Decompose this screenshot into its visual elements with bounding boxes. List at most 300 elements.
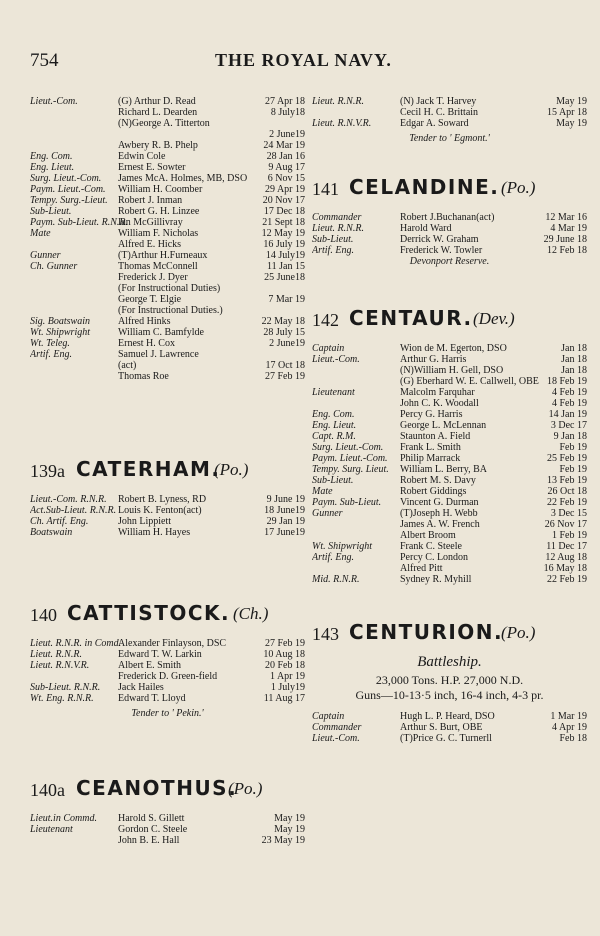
officer-row — [30, 272, 305, 283]
rank-label: Lieut. R.N.V.R. — [312, 118, 372, 129]
officer-name: Albert E. Smith — [118, 660, 182, 671]
officer-row — [30, 649, 305, 660]
ship-name: CENTURION. — [349, 620, 504, 644]
seniority-date: 17 Dec 18 — [263, 206, 305, 217]
officer-name: George T. Elgie — [118, 294, 182, 305]
officer-name: Derrick W. Graham — [400, 234, 479, 245]
rank-label: Eng. Com. — [30, 151, 73, 162]
officer-row — [30, 250, 305, 261]
officer-name: Robert J. Inman — [118, 195, 183, 206]
seniority-date: 4 Apr 19 — [552, 722, 587, 733]
seniority-date: 9 June 19 — [266, 494, 305, 505]
officer-row — [30, 527, 305, 538]
seniority-date: 27 Feb 19 — [265, 638, 305, 649]
seniority-date: 4 Mar 19 — [550, 223, 587, 234]
officer-name: Robert M. S. Davy — [400, 475, 476, 486]
officer-name: (N)William H. Gell, DSO — [400, 365, 504, 376]
seniority-date: 15 Apr 18 — [547, 107, 587, 118]
seniority-date: 23 May 19 — [261, 835, 305, 846]
ship-heading — [30, 456, 305, 494]
rank-label: Mid. R.N.R. — [312, 574, 360, 585]
seniority-date: 28 Jan 16 — [266, 151, 305, 162]
rank-label: Tempy. Surg.-Lieut. — [30, 195, 108, 206]
seniority-date: Jan 18 — [561, 354, 587, 365]
officer-name: (G) Eberhard W. E. Callwell, OBE — [400, 376, 539, 387]
officer-row — [30, 316, 305, 327]
reserve-note: Devonport Reserve. — [409, 256, 490, 267]
officer-name: (act) — [118, 360, 137, 371]
officer-row — [312, 453, 587, 464]
officer-row — [30, 96, 305, 107]
rank-label: Sub-Lieut. R.N.R. — [30, 682, 101, 693]
rank-label: Capt. R.M. — [312, 431, 356, 442]
seniority-date: 17 Oct 18 — [265, 360, 305, 371]
seniority-date: 29 June 18 — [543, 234, 587, 245]
home-port: (Ch.) — [233, 604, 269, 623]
seniority-date: 1 July19 — [270, 682, 305, 693]
rank-label: Act.Sub-Lieut. R.N.R. — [30, 505, 117, 516]
officer-name: Albert Broom — [400, 530, 456, 541]
ship-heading — [312, 619, 587, 657]
seniority-date: May 19 — [274, 824, 305, 835]
officer-name: Ernest E. Sowter — [118, 162, 186, 173]
officer-name: Richard L. Dearden — [118, 107, 198, 118]
officer-row — [312, 464, 587, 475]
seniority-date: 24 Mar 19 — [263, 140, 305, 151]
officer-row — [312, 96, 587, 107]
ship-number: 142 — [312, 310, 339, 330]
rank-label: Artif. Eng. — [312, 245, 354, 256]
officer-name: Edgar A. Soward — [400, 118, 469, 129]
rank-label: Artif. Eng. — [30, 349, 72, 360]
seniority-date: 22 Feb 19 — [547, 574, 587, 585]
seniority-date: 20 Nov 17 — [262, 195, 305, 206]
officer-row — [30, 294, 305, 305]
officer-name: Wion de M. Egerton, DSO — [400, 343, 507, 354]
officer-row — [312, 475, 587, 486]
officer-row — [312, 245, 587, 256]
rank-label: Wt. Shipwright — [312, 541, 373, 552]
rank-label: Lieut. R.N.R. — [30, 649, 82, 660]
officer-row — [30, 129, 305, 140]
ship-number: 143 — [312, 624, 339, 644]
rank-label: Sub-Lieut. — [30, 206, 72, 217]
officer-row — [30, 671, 305, 682]
officer-name: Samuel J. Lawrence — [118, 349, 199, 360]
officer-name: Frank L. Smith — [400, 442, 461, 453]
rank-label: Lieut.-Com. — [312, 733, 360, 744]
officer-name: (For Instructional Duties.) — [118, 305, 223, 316]
ship-number: 140a — [30, 780, 65, 800]
officer-name: Frederick J. Dyer — [118, 272, 188, 283]
seniority-date: 6 Nov 15 — [267, 173, 305, 184]
officer-row — [312, 212, 587, 223]
rank-label: Mate — [30, 228, 51, 239]
officer-name: Jack Hailes — [118, 682, 164, 693]
spacer — [312, 585, 587, 605]
officer-row — [312, 431, 587, 442]
officer-name: Arthur G. Harris — [400, 354, 467, 365]
officer-row — [30, 305, 305, 316]
officer-row — [312, 376, 587, 387]
seniority-date: 3 Dec 15 — [550, 508, 587, 519]
spacer — [30, 721, 305, 761]
seniority-date: 9 Aug 17 — [268, 162, 305, 173]
officer-name: Robert B. Lyness, RD — [118, 494, 207, 505]
seniority-date: 4 Feb 19 — [552, 398, 587, 409]
page-header — [0, 48, 600, 76]
officer-row — [30, 638, 305, 649]
rank-label: Wt. Shipwright — [30, 327, 91, 338]
home-port: (Po.) — [228, 779, 263, 798]
officer-name: (For Instructional Duties) — [118, 283, 221, 294]
officer-name: Cecil H. C. Brittain — [400, 107, 479, 118]
spacer — [30, 382, 305, 442]
officer-row — [30, 360, 305, 371]
seniority-date: 26 Oct 18 — [547, 486, 587, 497]
officer-row — [312, 343, 587, 354]
rank-label: Paym. Lieut.-Com. — [312, 453, 388, 464]
seniority-date: 25 Feb 19 — [547, 453, 587, 464]
rank-label: Lieutenant — [30, 824, 73, 835]
seniority-date: 8 July18 — [270, 107, 305, 118]
seniority-date: 16 May 18 — [543, 563, 587, 574]
seniority-date: 11 Jan 15 — [267, 261, 305, 272]
officer-name: Louis K. Fenton(act) — [118, 505, 202, 516]
officer-name: Percy C. London — [400, 552, 469, 563]
ship-number: 139a — [30, 461, 65, 481]
rank-label: Gunner — [312, 508, 343, 519]
officer-name: John B. E. Hall — [118, 835, 180, 846]
seniority-date: 29 Apr 19 — [265, 184, 305, 195]
rank-label: Ch. Artif. Eng. — [30, 516, 89, 527]
ship-number: 140 — [30, 605, 57, 625]
officer-name: Ernest H. Cox — [118, 338, 175, 349]
ship-heading — [312, 305, 587, 343]
officer-name: (T)Arthur H.Furneaux — [118, 250, 208, 261]
rank-label: Lieut. R.N.R. in Comd. — [30, 638, 122, 649]
officer-row — [30, 195, 305, 206]
rank-label: Ch. Gunner — [30, 261, 78, 272]
rank-label: Tempy. Surg. Lieut. — [312, 464, 389, 475]
officer-name: Thomas Roe — [118, 371, 169, 382]
seniority-date: 14 Jan 19 — [548, 409, 587, 420]
rank-label: Lieut.-Com. R.N.R. — [30, 494, 107, 505]
seniority-date: 29 Jan 19 — [266, 516, 305, 527]
officer-name: Frank C. Steele — [400, 541, 462, 552]
rank-label: Lieut.-Com. — [312, 354, 360, 365]
rank-label: Wt. Eng. R.N.R. — [30, 693, 94, 704]
home-port: (Po.) — [501, 623, 536, 642]
seniority-date: 1 Feb 19 — [552, 530, 587, 541]
ship-name: CATERHAM. — [76, 457, 221, 481]
tender-note: Tender to ' Egmont.' — [409, 133, 490, 144]
seniority-date: 28 July 15 — [263, 327, 305, 338]
ship-heading — [312, 174, 587, 212]
seniority-date: 12 Mar 16 — [545, 212, 587, 223]
ship-number: 141 — [312, 179, 339, 199]
rank-label: Eng. Com. — [312, 409, 355, 420]
seniority-date: 20 Feb 18 — [265, 660, 305, 671]
officer-row — [30, 371, 305, 382]
seniority-date: Feb 19 — [559, 442, 587, 453]
officer-row — [312, 398, 587, 409]
officer-row — [30, 338, 305, 349]
rank-label: Gunner — [30, 250, 61, 261]
ship-heading — [30, 600, 305, 638]
rank-label: Sig. Boatswain — [30, 316, 91, 327]
page-number: 754 — [30, 50, 59, 71]
home-port: (Po.) — [214, 460, 249, 479]
officer-name: William H. Hayes — [118, 527, 191, 538]
officer-name: Ian McGillivray — [118, 217, 183, 228]
officer-row — [30, 660, 305, 671]
officer-row — [30, 682, 305, 693]
officer-name: Awbery R. B. Phelp — [118, 140, 198, 151]
officer-name: Alexander Finlayson, DSC — [118, 638, 227, 649]
rank-label: Captain — [312, 711, 345, 722]
officer-row — [312, 420, 587, 431]
running-title: THE ROYAL NAVY. — [215, 50, 392, 70]
officer-name: Gordon C. Steele — [118, 824, 188, 835]
rank-label: Eng. Lieut. — [30, 162, 75, 173]
officer-name: Vincent G. Durman — [400, 497, 479, 508]
officer-row — [312, 234, 587, 245]
officer-name: Harold S. Gillett — [118, 813, 185, 824]
officer-name: Percy G. Harris — [400, 409, 463, 420]
officer-row — [312, 722, 587, 733]
seniority-date: Feb 18 — [559, 733, 587, 744]
officer-name: (N)George A. Titterton — [118, 118, 210, 129]
rank-label: Commander — [312, 722, 362, 733]
officer-row — [312, 365, 587, 376]
officer-name: Arthur S. Burt, OBE — [400, 722, 483, 733]
officer-row — [30, 107, 305, 118]
officer-row — [312, 442, 587, 453]
officer-name: Philip Marrack — [400, 453, 461, 464]
officer-name: Edwin Cole — [118, 151, 166, 162]
officer-row — [30, 206, 305, 217]
seniority-date: 18 June19 — [264, 505, 305, 516]
rank-label: Paym. Sub-Lieut. — [312, 497, 382, 508]
rank-label: Eng. Lieut. — [312, 420, 357, 431]
seniority-date: 11 Dec 17 — [546, 541, 587, 552]
officer-name: Robert J.Buchanan(act) — [400, 212, 495, 223]
rank-label: Lieut.in Commd. — [30, 813, 97, 824]
officer-row — [312, 530, 587, 541]
officer-name: John C. K. Woodall — [400, 398, 479, 409]
officer-row — [312, 508, 587, 519]
officer-row — [30, 494, 305, 505]
seniority-date: Jan 18 — [561, 365, 587, 376]
rank-label: Paym. Sub-Lieut. R.N.R. — [30, 217, 129, 228]
officer-row — [30, 162, 305, 173]
seniority-date: Feb 19 — [559, 464, 587, 475]
seniority-date: 3 Dec 17 — [550, 420, 587, 431]
seniority-date: 12 May 19 — [261, 228, 305, 239]
rank-label: Lieutenant — [312, 387, 355, 398]
officer-row — [312, 574, 587, 585]
seniority-date: 12 Aug 18 — [545, 552, 587, 563]
officer-row — [312, 552, 587, 563]
seniority-date: 9 Jan 18 — [553, 431, 587, 442]
seniority-date: 16 July 19 — [263, 239, 305, 250]
officer-row — [30, 118, 305, 129]
officer-name: Frederick D. Green-field — [118, 671, 218, 682]
officer-row — [30, 516, 305, 527]
ship-name: CENTAUR. — [349, 306, 473, 330]
seniority-date: 13 Feb 19 — [547, 475, 587, 486]
officer-name: William F. Nicholas — [118, 228, 199, 239]
officer-name: James A. W. French — [400, 519, 480, 530]
officer-row — [312, 497, 587, 508]
officer-name: John Lippiett — [118, 516, 172, 527]
rank-label: Mate — [312, 486, 333, 497]
officer-name: Staunton A. Field — [400, 431, 471, 442]
ship-class: Battleship. — [417, 654, 482, 670]
rank-label: Lieut. R.N.R. — [312, 223, 364, 234]
ship-name: CATTISTOCK. — [67, 601, 231, 625]
officer-row — [30, 505, 305, 516]
seniority-date: 27 Feb 19 — [265, 371, 305, 382]
officer-row — [30, 327, 305, 338]
officer-name: Frederick W. Towler — [400, 245, 483, 256]
officer-row — [312, 541, 587, 552]
spacer — [312, 146, 587, 160]
officer-row — [30, 261, 305, 272]
officer-row — [30, 228, 305, 239]
rank-label: Surg. Lieut.-Com. — [312, 442, 384, 453]
rank-label: Lieut. R.N.R. — [312, 96, 364, 107]
officer-name: (N) Jack T. Harvey — [400, 96, 477, 107]
seniority-date: 14 July19 — [265, 250, 305, 261]
ship-name: CELANDINE. — [349, 175, 500, 199]
officer-row — [312, 409, 587, 420]
officer-row — [312, 711, 587, 722]
officer-row — [30, 349, 305, 360]
spacer — [30, 538, 305, 586]
home-port: (Po.) — [501, 178, 536, 197]
ship-specs: Guns—10-13·5 inch, 16-4 inch, 4-3 pr. — [355, 688, 544, 702]
seniority-date: 26 Nov 17 — [544, 519, 587, 530]
officer-name: Malcolm Farquhar — [400, 387, 475, 398]
officer-row — [312, 733, 587, 744]
rank-label: Artif. Eng. — [312, 552, 354, 563]
seniority-date: 18 Feb 19 — [547, 376, 587, 387]
seniority-date: 25 June18 — [264, 272, 305, 283]
seniority-date: 17 June19 — [264, 527, 305, 538]
officer-row — [30, 140, 305, 151]
officer-name: Alfred Pitt — [400, 563, 443, 574]
seniority-date: 21 Sept 18 — [262, 217, 305, 228]
seniority-date: 22 May 18 — [261, 316, 305, 327]
seniority-date: 4 Feb 19 — [552, 387, 587, 398]
seniority-date: 22 Feb 19 — [547, 497, 587, 508]
home-port: (Dev.) — [473, 309, 515, 328]
rank-label: Boatswain — [30, 527, 73, 538]
seniority-date: May 19 — [274, 813, 305, 824]
officer-row — [312, 354, 587, 365]
officer-name: Harold Ward — [400, 223, 452, 234]
officer-name: William L. Berry, BA — [400, 464, 487, 475]
officer-name: (G) Arthur D. Read — [118, 96, 196, 107]
rank-label: Surg. Lieut.-Com. — [30, 173, 102, 184]
officer-row — [30, 824, 305, 835]
ship-specs: 23,000 Tons. H.P. 27,000 N.D. — [375, 673, 524, 687]
officer-name: Sydney R. Myhill — [400, 574, 472, 585]
ship-name: CEANOTHUS. — [76, 776, 238, 800]
officer-name: Edward T. W. Larkin — [118, 649, 202, 660]
officer-row — [312, 519, 587, 530]
rank-label: Lieut. R.N.V.R. — [30, 660, 90, 671]
officer-row — [312, 486, 587, 497]
officer-row — [30, 184, 305, 195]
seniority-date: May 19 — [556, 118, 587, 129]
rank-label: Commander — [312, 212, 362, 223]
rank-label: Lieut.-Com. — [30, 96, 78, 107]
officer-name: Hugh L. P. Heard, DSO — [400, 711, 495, 722]
seniority-date: 27 Apr 18 — [265, 96, 305, 107]
seniority-date: 7 Mar 19 — [268, 294, 305, 305]
seniority-date: 11 Aug 17 — [263, 693, 305, 704]
officer-row — [30, 151, 305, 162]
officer-row — [30, 283, 305, 294]
officer-row — [30, 813, 305, 824]
seniority-date: 10 Aug 18 — [263, 649, 305, 660]
officer-name: Thomas McConnell — [118, 261, 198, 272]
seniority-date: May 19 — [556, 96, 587, 107]
seniority-date: 12 Feb 18 — [547, 245, 587, 256]
officer-name: James McA. Holmes, MB, DSO — [118, 173, 248, 184]
seniority-date: Jan 18 — [561, 343, 587, 354]
rank-label: Sub-Lieut. — [312, 234, 354, 245]
rank-label: Captain — [312, 343, 345, 354]
officer-row — [30, 217, 305, 228]
officer-name: Alfred E. Hicks — [118, 239, 182, 250]
officer-name: Robert G. H. Linzee — [118, 206, 200, 217]
officer-row — [312, 387, 587, 398]
officer-name: Alfred Hinks — [118, 316, 171, 327]
officer-row — [312, 223, 587, 234]
tender-note: Tender to ' Pekin.' — [131, 708, 204, 719]
ship-heading — [30, 775, 305, 813]
seniority-date: 1 Mar 19 — [550, 711, 587, 722]
officer-name: George L. McLennan — [400, 420, 487, 431]
rank-label: Sub-Lieut. — [312, 475, 354, 486]
spacer — [312, 269, 587, 291]
officer-row — [30, 173, 305, 184]
officer-row — [30, 693, 305, 704]
officer-name: Edward T. Lloyd — [118, 693, 186, 704]
left-column — [30, 96, 305, 846]
officer-row — [30, 239, 305, 250]
officer-row — [312, 107, 587, 118]
officer-row — [312, 563, 587, 574]
rank-label: Wt. Teleg. — [30, 338, 70, 349]
seniority-date: 2 June19 — [269, 129, 305, 140]
right-column — [312, 96, 587, 744]
seniority-date: 2 June19 — [269, 338, 305, 349]
officer-name: (T)Price G. C. Turnerll — [400, 733, 492, 744]
officer-name: William H. Coomber — [118, 184, 203, 195]
officer-row — [312, 118, 587, 129]
officer-name: (T)Joseph H. Webb — [400, 508, 478, 519]
seniority-date: 1 Apr 19 — [270, 671, 305, 682]
officer-row — [30, 835, 305, 846]
rank-label: Paym. Lieut.-Com. — [30, 184, 106, 195]
officer-name: William C. Bamfylde — [118, 327, 204, 338]
officer-name: Robert Giddings — [400, 486, 467, 497]
